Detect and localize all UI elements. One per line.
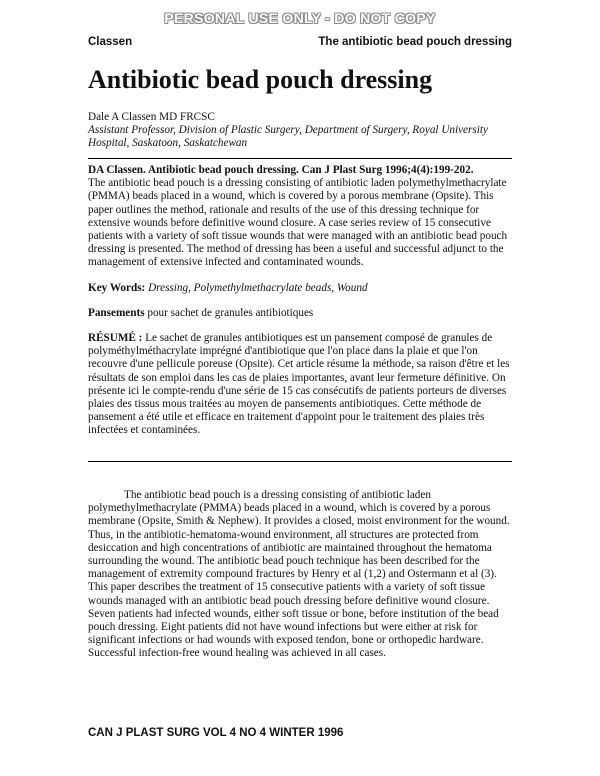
abstract-bottom-rule bbox=[88, 461, 512, 462]
article-title: Antibiotic bead pouch dressing bbox=[88, 65, 433, 94]
keywords-label: Key Words: bbox=[88, 281, 146, 294]
resume-label: RÉSUMÉ : bbox=[88, 332, 143, 345]
body-section bbox=[88, 489, 513, 661]
abstract-text: The antibiotic bead pouch is a dressing consisting of antibiotic laden polymethylmethacrylate (PMMA) beads placed in a wound, which is covered by a porous membrane (Opsite). This paper outlines the method, rationale and results of the use of this dressing technique for extensive wounds before definitive wound closure. A case series review of 15 consecutive patients with a variety of soft tissue wounds that were managed with an antibiotic bead pouch dressing is presented. The method of dressing has been a useful and successful adjunct to the management of extensive infected and contaminated wounds. bbox=[88, 177, 508, 269]
watermark: PERSONAL USE ONLY - DO NOT COPY bbox=[164, 10, 436, 26]
abstract-citation: DA Classen. Antibiotic bead pouch dressing. Can J Plast Surg 1996;4(4):199-202. bbox=[88, 164, 474, 176]
abstract-section bbox=[88, 164, 513, 438]
author-block bbox=[88, 111, 518, 150]
french-title-label: Pansements bbox=[88, 306, 145, 319]
resume-text: Le sachet de granules antibiotiques est un pansement composé de granules de polyméthylméthacrylate imprégné d'antibiotique que l'on place dans la plaie et que l'on recouvre d'une pellicule poreuse (Opsite). Cet article résume la méthode, sa raison d'être et les résultats de son emploi dans les cas de plaies importantes, avant leur fermeture définitive. On présente ici le compte-rendu d'une série de 15 cas consécutifs de patients porteurs de diverses plaies des tissus mous traitées au moyen de pansements antibiotiques. Cette méthode de pansement a été utile et efficace en traitement d'appoint pour le traitement des plaies très infectées et contaminées. bbox=[88, 332, 510, 437]
keywords-text: Dressing, Polymethylmethacrylate beads, Wound bbox=[148, 281, 368, 294]
resume-paragraph bbox=[88, 332, 513, 438]
journal-footer: CAN J PLAST SURG VOL 4 NO 4 WINTER 1996 bbox=[88, 727, 344, 739]
running-header-author: Classen bbox=[88, 36, 133, 48]
keywords-paragraph bbox=[88, 282, 513, 295]
abstract-top-rule bbox=[88, 158, 512, 159]
running-header-title: The antibiotic bead pouch dressing bbox=[318, 36, 512, 48]
french-title-paragraph bbox=[88, 307, 513, 320]
body-paragraph: The antibiotic bead pouch is a dressing consisting of antibiotic laden polymethylmethacrylate (PMMA) beads placed in a wound, which is covered by a porous membrane (Opsite, Smith & Nephew). It provides a closed, moist environment for the wound. Thus, in the antibiotic-hematoma-wound environment, all structures are protected from desiccation and high concentrations of antibiotic are maintained throughout the hematoma surrounding the wound. The antibiotic bead pouch technique has been described for the management of extremity compound fractures by Henry et al (1,2) and Ostermann et al (3). This paper describes the treatment of 15 consecutive patients with a variety of soft tissue wounds managed with an antibiotic bead pouch dressing before definitive wound closure. Seven patients had infected wounds, either soft tissue or bone, before institution of the bead pouch dressing. Eight patients did not have wound infections but were either at risk for significant infections or had wounds with exposed tendon, bone or orthopedic hardware. Successful infection-free wound healing was achieved in all cases. bbox=[88, 489, 510, 660]
author-name: Dale A Classen MD FRCSC bbox=[88, 111, 215, 123]
abstract-paragraph bbox=[88, 164, 513, 270]
running-header bbox=[88, 36, 512, 48]
author-affiliation: Assistant Professor, Division of Plastic Surgery, Department of Surgery, Royal University Hospital, Saskatoon, Saskatchewan bbox=[88, 124, 488, 149]
french-title-text: pour sachet de granules antibiotiques bbox=[147, 306, 314, 319]
